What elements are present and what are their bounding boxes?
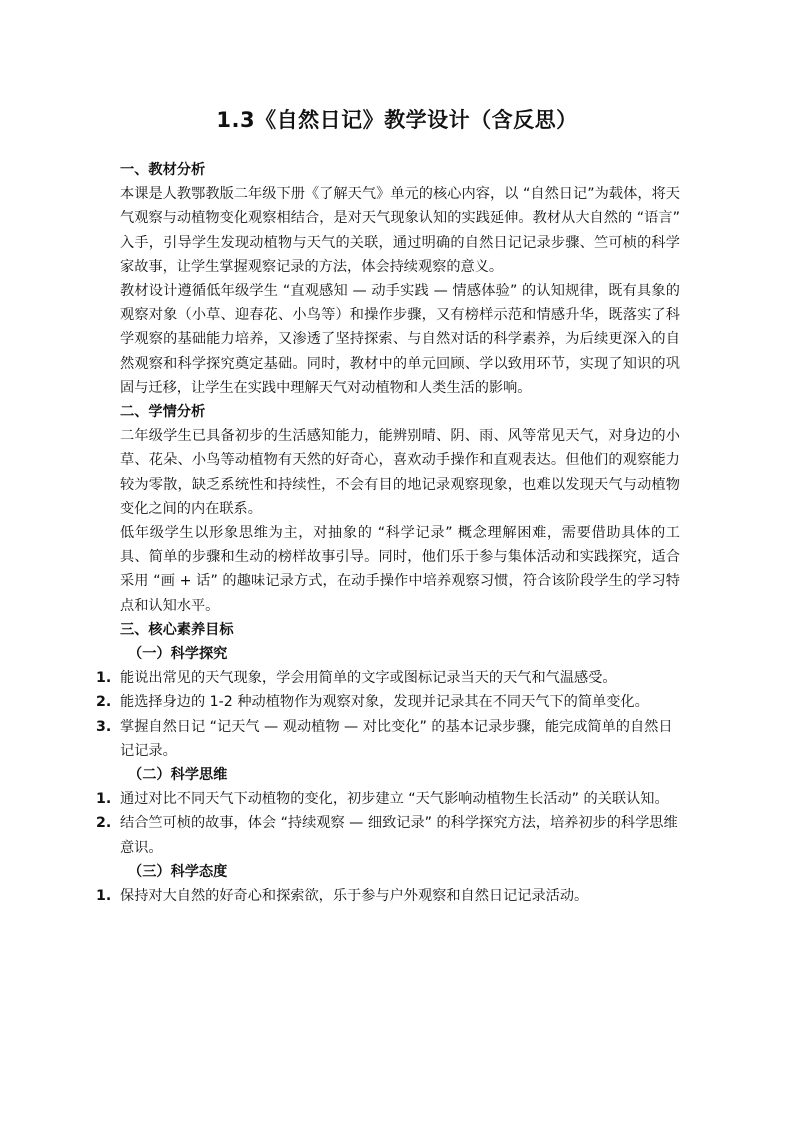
list-item: [96, 715, 680, 763]
paragraph: 本课是人教鄂教版二年级下册《了解天气》单元的核心内容，以 “自然日记”为载体，将天气观察与动植物变化观察相结合，是对天气现象认知的实践延伸。教材从大自然的 “语言” 入手，引导学生发现动植物与天气的关联，通过明确的自然日记记录步骤、竺可桢的科学家故事，让学生掌握观察记录的方法，体会持续观察的意义。: [120, 186, 680, 275]
section-heading-core-goals: 三、核心素养目标: [120, 621, 234, 638]
list-item: [96, 690, 680, 714]
list-item: [96, 884, 680, 908]
list-item: [96, 811, 680, 859]
document-body: [96, 158, 680, 908]
section-heading-student-analysis: 二、学情分析: [120, 404, 206, 421]
list-text: 掌握自然日记 “记天气 — 观动植物 — 对比变化” 的基本记录步骤，能完成简单的自然日记记录。: [120, 718, 673, 759]
paragraph: 二年级学生已具备初步的生活感知能力，能辨别晴、阴、雨、风等常见天气，对身边的小草、花朵、小鸟等动植物有天然的好奇心，喜欢动手操作和直观表达。但他们的观察能力较为零散，缺乏系统性和持续性，不会有目的地记录观察现象，也难以发现天气与动植物变化之间的内在联系。: [120, 428, 680, 517]
list-text: 结合竺可桢的故事，体会 “持续观察 — 细致记录” 的科学探究方法，培养初步的科学思维意识。: [120, 815, 678, 856]
list-number: 3.: [96, 718, 112, 735]
paragraph: 教材设计遵循低年级学生 “直观感知 — 动手实践 — 情感体验” 的认知规律，既有具象的观察对象（小草、迎春花、小鸟等）和操作步骤，又有榜样示范和情感升华，既落实了科学观察的基础能力培养，又渗透了坚持探索、与自然对话的科学素养，为后续更深入的自然观察和科学探究奠定基础。同时，教材中的单元回顾、学以致用环节，实现了知识的巩固与迁移，让学生在实践中理解天气对动植物和人类生活的影响。: [120, 283, 680, 396]
list-text: 保持对大自然的好奇心和探索欲，乐于参与户外观察和自然日记记录活动。: [120, 888, 589, 905]
list-number: 1.: [96, 888, 112, 905]
paragraph: 低年级学生以形象思维为主，对抽象的 “科学记录” 概念理解困难，需要借助具体的工具、简单的步骤和生动的榜样故事引导。同时，他们乐于参与集体活动和实践探究，适合采用 “画 + 话” 的趣味记录方式，在动手操作中培养观察习惯，符合该阶段学生的学习特点和认知水平。: [120, 525, 680, 614]
list-item: [96, 787, 680, 811]
list-text: 通过对比不同天气下动植物的变化，初步建立 “天气影响动植物生长活动” 的关联认知。: [120, 791, 669, 808]
list-text: 能选择身边的 1-2 种动植物作为观察对象，发现并记录其在不同天气下的简单变化。: [120, 694, 649, 711]
list-number: 1.: [96, 670, 112, 687]
list-item: [96, 666, 680, 690]
list-number: 1.: [96, 791, 112, 808]
section-heading-textbook-analysis: 一、教材分析: [120, 162, 206, 178]
list-number: 2.: [96, 694, 112, 711]
document-title: 1.3《自然日记》教学设计（含反思）: [216, 108, 578, 132]
list-number: 2.: [96, 815, 112, 832]
subsection-heading-inquiry: （一）科学探究: [128, 646, 228, 663]
subsection-heading-thinking: （二）科学思维: [128, 767, 228, 784]
subsection-heading-attitude: （三）科学态度: [128, 863, 228, 880]
list-text: 能说出常见的天气现象，学会用简单的文字或图标记录当天的天气和气温感受。: [120, 670, 617, 687]
